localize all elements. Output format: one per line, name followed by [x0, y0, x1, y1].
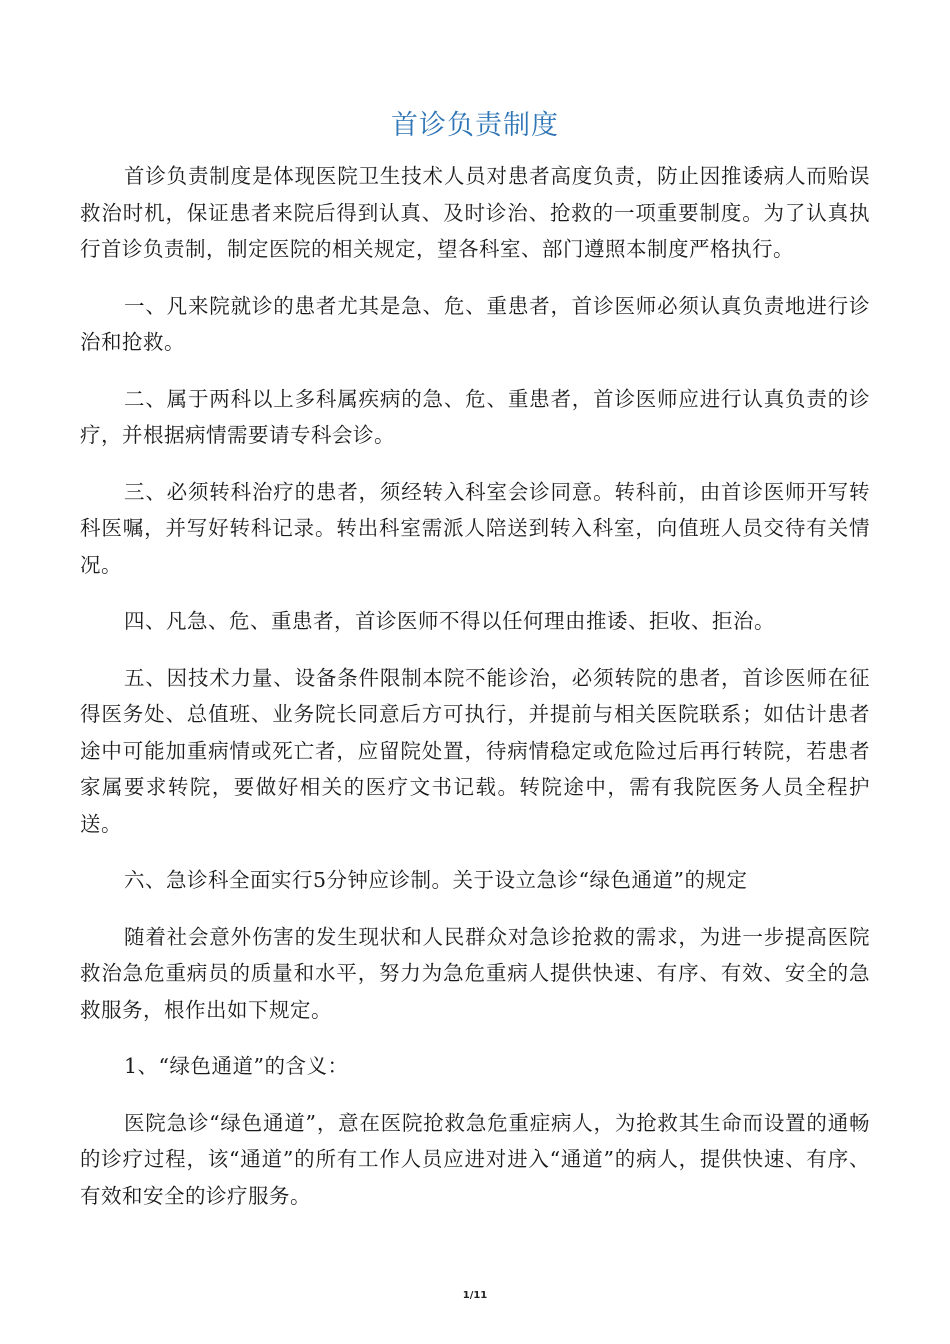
paragraph-item-2: 二、属于两科以上多科属疾病的急、危、重患者，首诊医师应进行认真负责的诊疗，并根据病情需要请专科会诊。 [80, 386, 870, 447]
paragraph-green-channel-definition: 医院急诊“绿色通道”，意在医院抢救急危重症病人，为抢救其生命而设置的通畅的诊疗过程，该“通道”的所有工作人员应进对进入“通道”的病人，提供快速、有序、有效和安全的诊疗服务。 [80, 1110, 870, 1208]
paragraph-item-1: 一、凡来院就诊的患者尤其是急、危、重患者，首诊医师必须认真负责地进行诊治和抢救。 [80, 293, 870, 354]
paragraph-item-6: 六、急诊科全面实行5分钟应诊制。关于设立急诊“绿色通道”的规定 [124, 868, 748, 892]
paragraph-green-channel-heading: 1、“绿色通道”的含义： [124, 1054, 349, 1078]
paragraph-item-3: 三、必须转科治疗的患者，须经转入科室会诊同意。转科前，由首诊医师开写转科医嘱，并写好转科记录。转出科室需派人陪送到转入科室，向值班人员交待有关情况。 [80, 479, 870, 577]
document-title: 首诊负责制度 [391, 110, 559, 141]
paragraph-green-channel-intro: 随着社会意外伤害的发生现状和人民群众对急诊抢救的需求，为进一步提高医院救治急危重病员的质量和水平，努力为急危重病人提供快速、有序、有效、安全的急救服务，根作出如下规定。 [80, 924, 870, 1022]
page-number: 1/11 [462, 1290, 488, 1301]
paragraph-item-4: 四、凡急、危、重患者，首诊医师不得以任何理由推诿、拒收、拒治。 [124, 609, 775, 633]
paragraph-intro: 首诊负责制度是体现医院卫生技术人员对患者高度负责，防止因推诿病人而贻误救治时机，保证患者来院后得到认真、及时诊治、抢救的一项重要制度。为了认真执行首诊负责制，制定医院的相关规定，望各科室、部门遵照本制度严格执行。 [80, 164, 870, 261]
document-body [80, 158, 870, 1234]
paragraph-item-5: 五、因技术力量、设备条件限制本院不能诊治，必须转院的患者，首诊医师在征得医务处、总值班、业务院长同意后方可执行，并提前与相关医院联系；如估计患者途中可能加重病情或死亡者，应留院处置，待病情稳定或危险过后再行转院，若患者家属要求转院，要做好相关的医疗文书记载。转院途中，需有我院医务人员全程护送。 [80, 665, 870, 836]
